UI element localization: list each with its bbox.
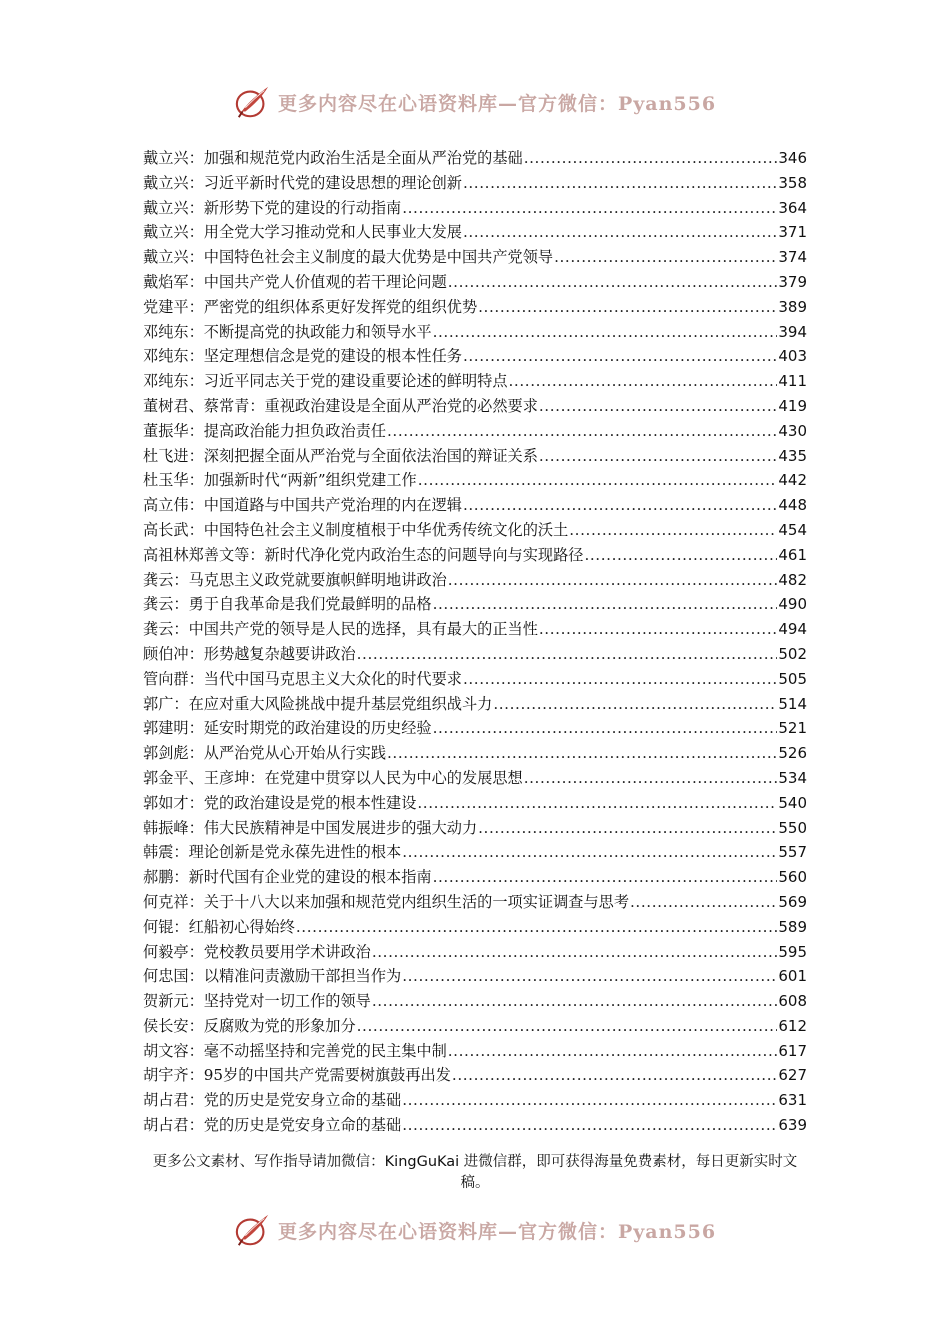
toc-entry-page: 627 [778, 1066, 807, 1085]
toc-entry-title: 戴立兴：加强和规范党内政治生活是全面从严治党的基础 [143, 149, 523, 167]
toc-entry-title: 顾伯冲：形势越复杂越要讲政治 [143, 644, 356, 663]
toc-entry[interactable] [143, 766, 807, 791]
toc-entry[interactable] [143, 543, 807, 568]
toc-entry-title: 韩振峰：伟大民族精神是中国发展进步的强大动力 [143, 818, 478, 837]
toc-entry[interactable] [143, 1063, 807, 1088]
toc-entry-title: 何忠国：以精准问责激励干部担当作为 [143, 967, 402, 986]
toc-entry-title: 何克祥：关于十八大以来加强和规范党内组织生活的一项实证调查与思考 [143, 892, 629, 911]
toc-entry-page: 346 [778, 149, 807, 167]
toc-entry[interactable] [143, 964, 807, 989]
toc-entry[interactable] [143, 171, 807, 196]
toc-entry-page: 560 [778, 868, 807, 887]
toc-leader-dots [463, 220, 777, 245]
toc-entry[interactable] [143, 245, 807, 270]
toc-leader-dots [402, 1088, 777, 1113]
toc-entry[interactable] [143, 816, 807, 841]
toc-leader-dots [296, 915, 777, 940]
toc-entry-title: 郭广：在应对重大风险挑战中提升基层党组织战斗力 [143, 694, 493, 713]
banner-text: 更多内容尽在心语资料库—官方微信：Pyan556 [277, 1220, 717, 1243]
toc-leader-dots [357, 1014, 778, 1039]
toc-leader-dots [372, 940, 778, 965]
toc-leader-dots [463, 667, 777, 692]
toc-entry-page: 358 [778, 173, 807, 192]
toc-leader-dots [463, 493, 777, 518]
toc-entry-page: 364 [778, 198, 807, 217]
toc-leader-dots [448, 568, 778, 593]
toc-leader-dots [478, 295, 777, 320]
footer-banner [0, 1208, 950, 1252]
toc-leader-dots [452, 1063, 777, 1088]
toc-entry[interactable] [143, 468, 807, 493]
toc-entry-title: 龚云：勇于自我革命是我们党最鲜明的品格 [143, 595, 432, 614]
toc-entry[interactable] [143, 890, 807, 915]
toc-entry-title: 戴立兴：中国特色社会主义制度的最大优势是中国共产党领导 [143, 248, 554, 267]
toc-leader-dots [357, 642, 778, 667]
toc-entry-page: 589 [778, 917, 807, 936]
toc-leader-dots [417, 791, 777, 816]
toc-entry[interactable] [143, 989, 807, 1014]
toc-entry[interactable] [143, 1113, 807, 1138]
toc-leader-dots [448, 270, 778, 295]
toc-entry[interactable] [143, 444, 807, 469]
toc-entry-title: 侯长安：反腐败为党的形象加分 [143, 1016, 356, 1035]
toc-entry-title: 何毅亭：党校教员要用学术讲政治 [143, 942, 371, 961]
toc-entry[interactable] [143, 642, 807, 667]
toc-leader-dots [509, 369, 778, 394]
toc-leader-dots [630, 890, 777, 915]
toc-entry-page: 494 [778, 620, 807, 639]
toc-leader-dots [524, 146, 778, 171]
toc-entry-title: 邓纯东：坚定理想信念是党的建设的根本性任务 [143, 347, 462, 366]
toc-entry-title: 董振华：提高政治能力担负政治责任 [143, 421, 386, 440]
toc-entry[interactable] [143, 791, 807, 816]
toc-entry-page: 505 [778, 669, 807, 688]
toc-entry[interactable] [143, 518, 807, 543]
toc-entry-page: 442 [778, 471, 807, 490]
toc-entry-title: 龚云：马克思主义政党就要旗帜鲜明地讲政治 [143, 570, 447, 589]
toc-entry-title: 邓纯东：习近平同志关于党的建设重要论述的鲜明特点 [143, 372, 508, 391]
toc-entry[interactable] [143, 568, 807, 593]
toc-entry-title: 郭如才：党的政治建设是党的根本性建设 [143, 793, 417, 812]
toc-entry-title: 戴立兴：新形势下党的建设的行动指南 [143, 198, 402, 217]
toc-leader-dots [539, 394, 777, 419]
toc-entry[interactable] [143, 692, 807, 717]
table-of-contents [143, 146, 807, 1138]
toc-leader-dots [569, 518, 777, 543]
toc-leader-dots [584, 543, 777, 568]
toc-entry-page: 540 [778, 793, 807, 812]
toc-entry-page: 601 [778, 967, 807, 986]
toc-entry-title: 杜玉华：加强新时代“两新”组织党建工作 [143, 471, 417, 490]
toc-entry[interactable] [143, 146, 807, 171]
toc-entry-page: 550 [778, 818, 807, 837]
toc-entry-page: 631 [778, 1091, 807, 1110]
toc-entry-title: 胡占君：党的历史是党安身立命的基础 [143, 1116, 402, 1135]
toc-entry-title: 何锟：红船初心得始终 [143, 917, 295, 936]
toc-leader-dots [433, 320, 778, 345]
toc-leader-dots [433, 865, 778, 890]
toc-entry-page: 482 [778, 570, 807, 589]
toc-entry[interactable] [143, 394, 807, 419]
toc-entry-title: 杜飞进：深刻把握全面从严治党与全面依法治国的辩证关系 [143, 446, 538, 465]
toc-entry-title: 胡宇齐：95岁的中国共产党需要树旗鼓再出发 [143, 1066, 451, 1085]
toc-leader-dots [448, 1039, 778, 1064]
toc-entry[interactable] [143, 1088, 807, 1113]
toc-entry-title: 戴立兴：习近平新时代党的建设思想的理论创新 [143, 173, 462, 192]
toc-entry-page: 617 [778, 1041, 807, 1060]
toc-entry-page: 448 [778, 496, 807, 515]
toc-entry-title: 高立伟：中国道路与中国共产党治理的内在逻辑 [143, 496, 462, 515]
toc-entry-title: 董树君、蔡常青：重视政治建设是全面从严治党的必然要求 [143, 396, 538, 415]
toc-leader-dots [524, 766, 778, 791]
toc-entry-page: 371 [778, 223, 807, 242]
toc-entry-page: 454 [778, 520, 807, 539]
toc-entry[interactable] [143, 196, 807, 221]
toc-leader-dots [463, 344, 777, 369]
toc-entry-page: 389 [778, 297, 807, 316]
toc-entry[interactable] [143, 369, 807, 394]
toc-entry-page: 419 [778, 396, 807, 415]
promo-text: 更多公文素材、写作指导请加微信：KingGuKai 进微信群，即可获得海量免费素材，每日更新实时文稿。 [152, 1154, 798, 1191]
toc-leader-dots [493, 692, 777, 717]
toc-entry-title: 戴焰军：中国共产党人价值观的若干理论问题 [143, 272, 447, 291]
toc-entry-page: 379 [778, 272, 807, 291]
toc-entry[interactable] [143, 493, 807, 518]
toc-leader-dots [418, 468, 778, 493]
toc-entry[interactable] [143, 741, 807, 766]
toc-entry-title: 贺新元：坚持党对一切工作的领导 [143, 992, 371, 1011]
toc-leader-dots [387, 741, 777, 766]
toc-entry-page: 639 [778, 1116, 807, 1135]
toc-leader-dots [372, 989, 778, 1014]
toc-entry-page: 430 [778, 421, 807, 440]
toc-entry-page: 608 [778, 992, 807, 1011]
toc-entry-page: 502 [778, 644, 807, 663]
quill-pen-logo-icon [234, 83, 272, 121]
toc-entry[interactable] [143, 592, 807, 617]
toc-leader-dots [554, 245, 777, 270]
toc-leader-dots [402, 196, 777, 221]
toc-entry-page: 403 [778, 347, 807, 366]
toc-entry[interactable] [143, 716, 807, 741]
toc-entry-title: 胡文容：毫不动摇坚持和完善党的民主集中制 [143, 1041, 447, 1060]
toc-leader-dots [463, 171, 777, 196]
toc-entry-page: 411 [778, 372, 807, 391]
toc-entry[interactable] [143, 344, 807, 369]
toc-entry-page: 569 [778, 892, 807, 911]
toc-entry-page: 534 [778, 768, 807, 787]
toc-entry[interactable] [143, 295, 807, 320]
toc-entry-page: 595 [778, 942, 807, 961]
toc-entry-page: 526 [778, 744, 807, 763]
header-banner [0, 80, 950, 124]
toc-entry-title: 胡占君：党的历史是党安身立命的基础 [143, 1091, 402, 1110]
toc-entry-page: 435 [778, 446, 807, 465]
toc-entry-page: 612 [778, 1016, 807, 1035]
toc-entry-page: 394 [778, 322, 807, 341]
toc-entry-page: 490 [778, 595, 807, 614]
toc-entry-page: 514 [778, 694, 807, 713]
toc-entry[interactable] [143, 667, 807, 692]
toc-leader-dots [402, 964, 777, 989]
toc-leader-dots [539, 444, 777, 469]
toc-entry[interactable] [143, 617, 807, 642]
toc-entry-title: 高祖林郑善文等：新时代净化党内政治生态的问题导向与实现路径 [143, 545, 584, 564]
toc-entry-title: 管向群：当代中国马克思主义大众化的时代要求 [143, 669, 462, 688]
quill-pen-logo-icon [234, 1211, 272, 1249]
toc-entry-page: 374 [778, 248, 807, 267]
toc-leader-dots [478, 816, 777, 841]
toc-leader-dots [539, 617, 777, 642]
toc-entry-page: 461 [778, 545, 807, 564]
toc-entry-page: 521 [778, 719, 807, 738]
toc-entry-title: 郝鹏：新时代国有企业党的建设的根本指南 [143, 868, 432, 887]
toc-entry-title: 郭剑彪：从严治党从心开始从行实践 [143, 744, 386, 763]
toc-entry-title: 戴立兴：用全党大学习推动党和人民事业大发展 [143, 223, 462, 242]
toc-entry[interactable] [143, 865, 807, 890]
toc-entry-title: 郭金平、王彦坤：在党建中贯穿以人民为中心的发展思想 [143, 768, 523, 787]
toc-entry-title: 韩震：理论创新是党永葆先进性的根本 [143, 843, 402, 862]
toc-entry[interactable] [143, 419, 807, 444]
toc-entry-title: 郭建明：延安时期党的政治建设的历史经验 [143, 719, 432, 738]
toc-leader-dots [402, 1113, 777, 1138]
toc-entry-title: 龚云：中国共产党的领导是人民的选择，具有最大的正当性 [143, 620, 538, 639]
toc-entry[interactable] [143, 940, 807, 965]
toc-entry[interactable] [143, 320, 807, 345]
banner-text: 更多内容尽在心语资料库—官方微信：Pyan556 [277, 92, 717, 115]
toc-entry[interactable] [143, 840, 807, 865]
toc-entry[interactable] [143, 220, 807, 245]
toc-entry[interactable] [143, 1039, 807, 1064]
toc-entry[interactable] [143, 1014, 807, 1039]
toc-leader-dots [433, 592, 778, 617]
toc-entry-page: 557 [778, 843, 807, 862]
toc-entry[interactable] [143, 915, 807, 940]
toc-leader-dots [387, 419, 777, 444]
toc-entry-title: 高长武：中国特色社会主义制度植根于中华优秀传统文化的沃土 [143, 520, 569, 539]
toc-leader-dots [402, 840, 777, 865]
toc-entry-title: 党建平：严密党的组织体系更好发挥党的组织优势 [143, 297, 478, 316]
toc-entry[interactable] [143, 270, 807, 295]
toc-entry-title: 邓纯东：不断提高党的执政能力和领导水平 [143, 322, 432, 341]
toc-leader-dots [433, 716, 778, 741]
